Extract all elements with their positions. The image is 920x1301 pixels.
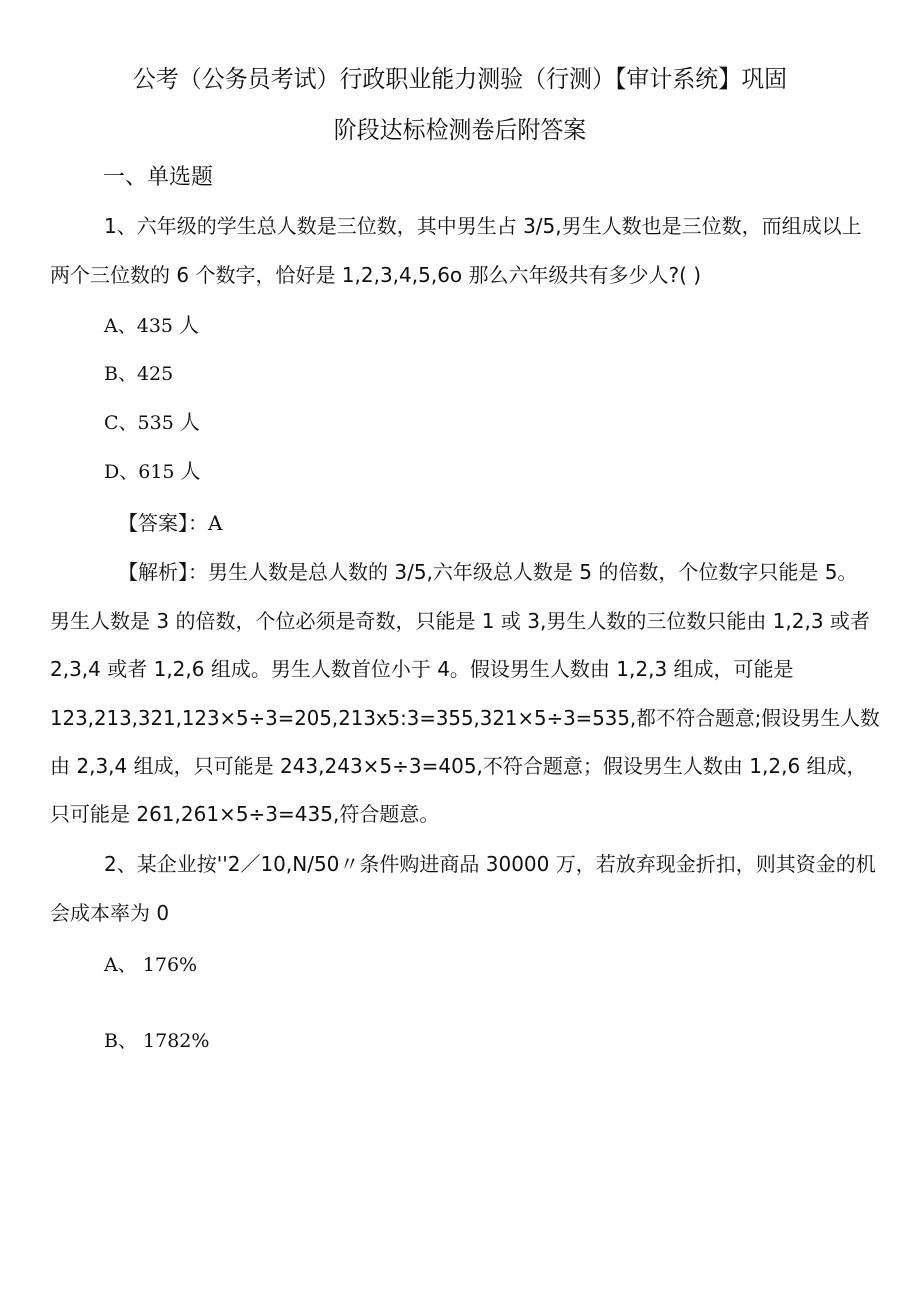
document-title-line-2: 阶段达标检测卷后附答案: [333, 116, 587, 144]
option-value: 1782%: [143, 1030, 210, 1052]
q1-explanation-line-6: 只可能是 261,261×5÷3=435,符合题意。: [50, 802, 440, 826]
q2-option-a: [104, 952, 197, 978]
q1-option-b: [104, 360, 173, 387]
option-unit: 人: [180, 459, 201, 483]
q2-option-b: [104, 1028, 209, 1054]
option-letter: B、: [104, 363, 137, 385]
document-title-line-1: 公考（公务员考试）行政职业能力测验（行测）【审计系统】巩固: [132, 65, 788, 93]
section-heading: 一、单选题: [103, 165, 214, 190]
q1-option-a: [104, 312, 199, 339]
q2-stem-line-2: 会成本率为 0: [50, 901, 170, 925]
option-value: 615: [138, 461, 175, 483]
answer-value: ：A: [188, 511, 223, 535]
answer-label: 【答案】: [118, 511, 188, 535]
q1-explanation-line-2: 男生人数是 3 的倍数，个位必须是奇数，只能是 1 或 3,男生人数的三位数只能由 1,2,3 或者: [50, 609, 870, 633]
q1-explanation-line-1: 【解析】：男生人数是总人数的 3/5,六年级总人数是 5 的倍数，个位数字只能是 5。: [118, 560, 858, 584]
option-value: 176%: [142, 954, 198, 976]
option-letter: D、: [104, 461, 139, 483]
q2-stem-line-1: 2、某企业按''2／10,N/50〃条件购进商品 30000 万，若放弃现金折扣，则其资金的机: [104, 852, 876, 876]
q1-explanation-line-5: 由 2,3,4 组成，只可能是 243,243×5÷3=405,不符合题意；假设男生人数由 1,2,6 组成，: [50, 754, 867, 778]
q1-option-c: [104, 409, 200, 436]
q1-stem-line-1: 1、六年级的学生总人数是三位数，其中男生占 3/5,男生人数也是三位数，而组成以上: [104, 214, 862, 238]
q1-option-d: [104, 458, 201, 485]
option-letter: C、: [104, 412, 138, 434]
q1-explanation-line-3: 2,3,4 或者 1,2,6 组成。男生人数首位小于 4。假设男生人数由 1,2,3 组成，可能是: [50, 657, 794, 681]
option-value: 425: [136, 363, 174, 385]
q1-explanation-line-4: 123,213,321,123×5÷3=205,213x5:3=355,321×5÷3=535,都不符合题意;假设男生人数: [50, 706, 880, 730]
q1-answer: [118, 510, 222, 536]
option-value: 435: [136, 315, 173, 337]
option-unit: 人: [179, 410, 200, 434]
option-value: 535: [137, 412, 174, 434]
option-letter: B、: [104, 1030, 137, 1052]
option-letter: A、: [104, 315, 137, 337]
q1-stem-line-2: 两个三位数的 6 个数字，恰好是 1,2,3,4,5,6o 那么六年级共有多少人?( ): [50, 263, 702, 287]
option-unit: 人: [179, 313, 200, 337]
option-letter: A、: [104, 954, 137, 976]
